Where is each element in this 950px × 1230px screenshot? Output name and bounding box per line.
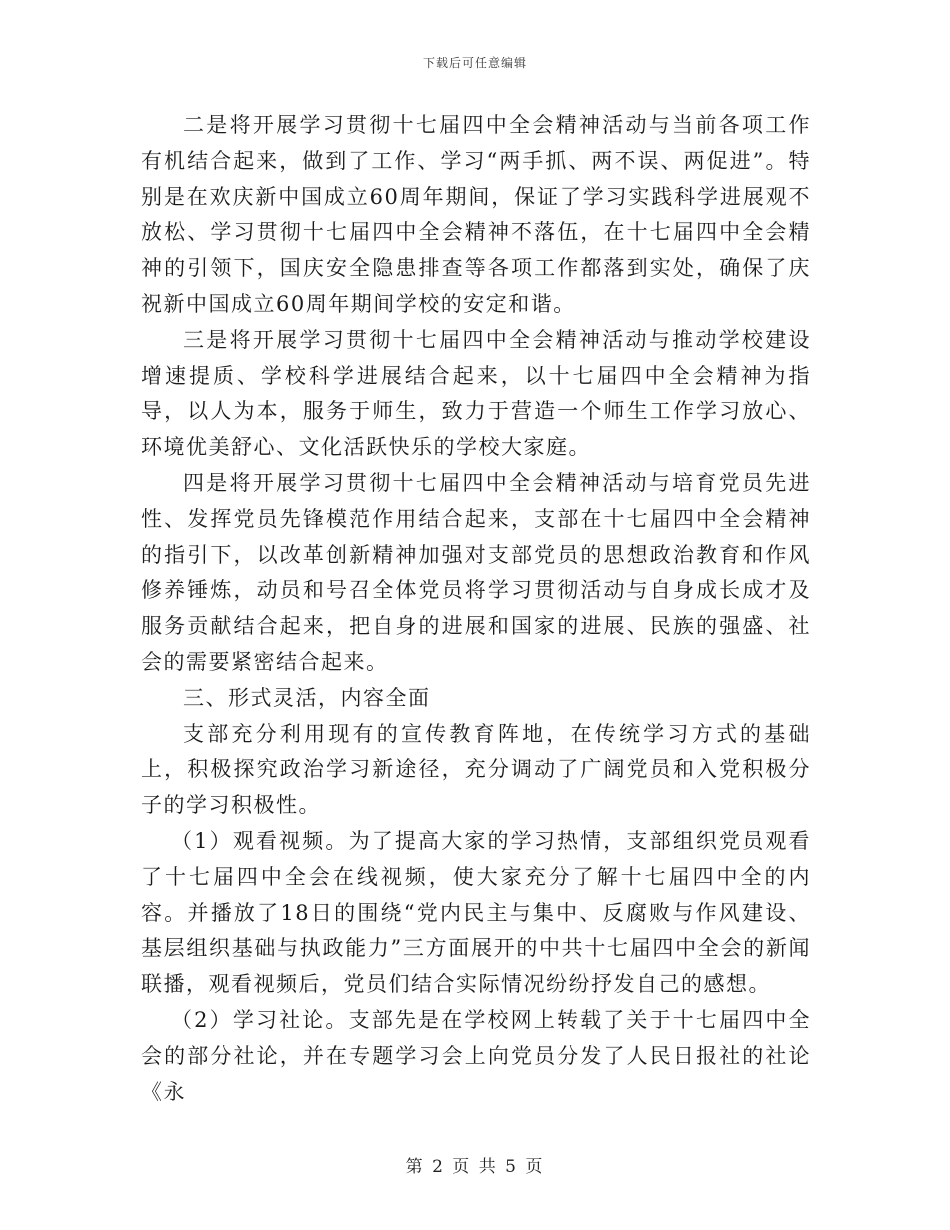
page-header: 下载后可任意编辑 — [422, 56, 527, 70]
section-heading: 三、形式灵活，内容全面 — [183, 685, 431, 710]
paragraph-three: 三是将开展学习贯彻十七届四中全会精神活动与推动学校建设增速提质、学校科学进展结合起来，以十七届四中全会精神为指导，以人为本，服务于师生，致力于营造一个师生工作学习放心、环境优美舒心、文化活跃快乐的学校大家庭。 — [141, 327, 811, 460]
paragraph-two: 二是将开展学习贯彻十七届四中全会精神活动与当前各项工作有机结合起来，做到了工作、学习“两手抓、两不误、两促进”。特别是在欢庆新中国成立60周年期间，保证了学习实践科学进展观不放松、学习贯彻十七届四中全会精神不落伍，在十七届四中全会精神的引领下，国庆安全隐患排查等各项工作都落到实处，确保了庆祝新中国成立60周年期间学校的安定和谐。 — [141, 113, 811, 316]
page-footer: 第 2 页 共 5 页 — [405, 1157, 545, 1177]
paragraph-four: 四是将开展学习贯彻十七届四中全会精神活动与培育党员先进性、发挥党员先锋模范作用结合起来，支部在十七届四中全会精神的指引下，以改革创新精神加强对支部党员的思想政治教育和作风修养锤炼，动员和号召全体党员将学习贯彻活动与自身成长成才及服务贡献结合起来，把自身的进展和国家的进展、民族的强盛、社会的需要紧密结合起来。 — [141, 470, 811, 674]
list-item-watch-video: （1）观看视频。为了提高大家的学习热情，支部组织党员观看了十七届四中全会在线视频，使大家充分了解十七届四中全的内容。并播放了18日的围绕“党内民主与集中、反腐败与作风建设、基层组织基础与执政能力”三方面展开的中共十七届四中全会的新闻联播，观看视频后，党员们结合实际情况纷纷抒发自己的感想。 — [141, 828, 811, 997]
document-body — [141, 108, 811, 1110]
list-item-study-editorial: （2）学习社论。支部先是在学校网上转载了关于十七届四中全会的部分社论，并在专题学习会上向党员分发了人民日报社的社论《永 — [141, 1007, 811, 1104]
paragraph-section-intro: 支部充分利用现有的宣传教育阵地，在传统学习方式的基础上，积极探究政治学习新途径，充分调动了广阔党员和入党积极分子的学习积极性。 — [141, 721, 811, 818]
